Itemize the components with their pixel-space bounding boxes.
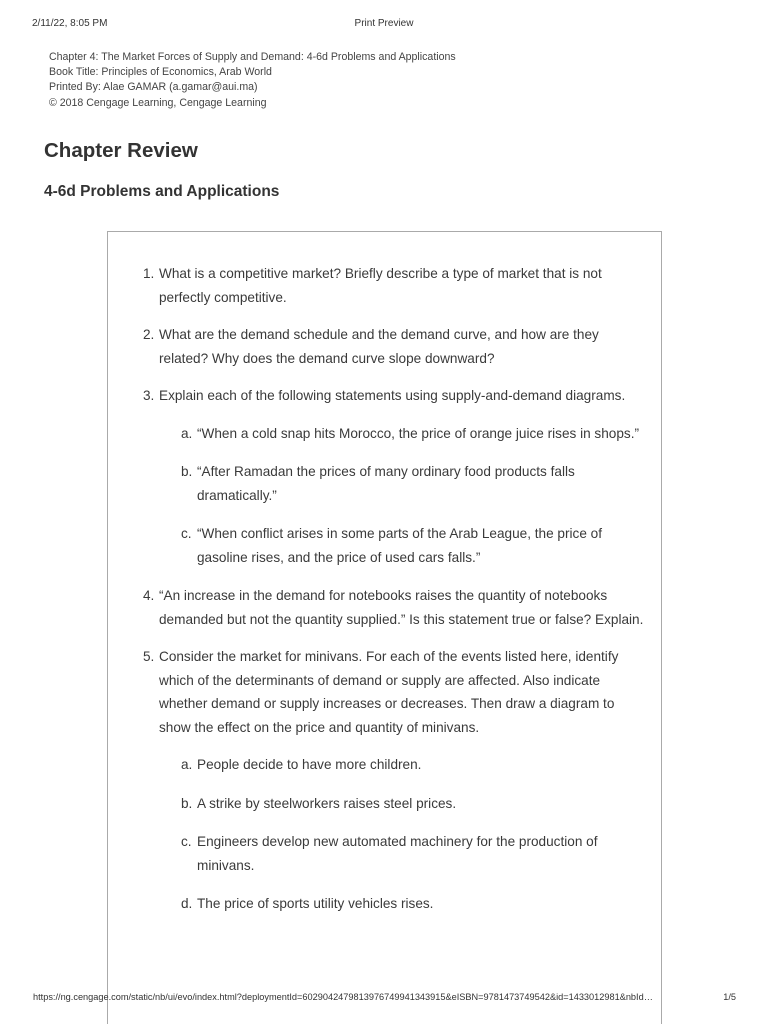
section-heading: 4-6d Problems and Applications	[44, 183, 280, 200]
chapter-line: Chapter 4: The Market Forces of Supply and Demand: 4-6d Problems and Applications	[49, 51, 456, 63]
question-list	[108, 262, 663, 931]
question-number: 5.	[143, 649, 155, 664]
question-text: “An increase in the demand for notebooks raises the quantity of notebooks demanded but not the quantity supplied.” Is this statement true or false? Explain.	[159, 588, 644, 627]
sub-question-letter: c.	[181, 526, 192, 541]
sub-question-list	[159, 753, 649, 916]
sub-question-item	[159, 892, 649, 916]
question-number: 1.	[143, 266, 155, 281]
question-item	[108, 384, 663, 569]
sub-question-letter: a.	[181, 425, 193, 441]
sub-question-letter: d.	[181, 896, 193, 911]
book-title-line: Book Title: Principles of Economics, Arab World	[49, 66, 272, 79]
question-text: Explain each of the following statements using supply-and-demand diagrams.	[159, 388, 626, 403]
printed-by-line: Printed By: Alae GAMAR (a.gamar@aui.ma)	[49, 81, 258, 94]
sub-question-item	[159, 522, 649, 569]
sub-question-item	[159, 460, 649, 507]
sub-question-letter: c.	[181, 834, 192, 849]
question-number: 4.	[143, 588, 155, 603]
footer-page-number: 1/5	[723, 992, 736, 1002]
sub-question-text: “After Ramadan the prices of many ordinary food products falls dramatically.”	[197, 464, 575, 503]
question-number: 3.	[143, 388, 155, 403]
chapter-review-heading: Chapter Review	[44, 139, 198, 162]
question-number: 2.	[143, 327, 155, 342]
sub-question-list	[159, 422, 649, 570]
question-item	[108, 584, 663, 631]
sub-question-item	[159, 830, 649, 877]
print-datetime: 2/11/22, 8:05 PM	[32, 18, 108, 29]
sub-question-text: A strike by steelworkers raises steel prices.	[197, 795, 457, 811]
print-header	[0, 18, 768, 32]
print-preview-title: Print Preview	[354, 18, 414, 29]
question-text: Consider the market for minivans. For each of the events listed here, identify which of the determinants of demand or supply are affected. Also indicate whether demand or supply increases or decreases. Then draw a diagram to show the effect on the price and quantity of minivans.	[159, 649, 619, 735]
sub-question-letter: b.	[181, 464, 193, 479]
question-text: What are the demand schedule and the demand curve, and how are they related? Why does the demand curve slope downward?	[159, 327, 599, 366]
copyright-line: © 2018 Cengage Learning, Cengage Learning	[49, 96, 267, 109]
sub-question-letter: b.	[181, 795, 193, 811]
sub-question-item	[159, 422, 649, 446]
sub-question-item	[159, 753, 649, 777]
sub-question-text: “When conflict arises in some parts of the Arab League, the price of gasoline rises, and the price of used cars falls.”	[197, 526, 603, 565]
sub-question-text: The price of sports utility vehicles rises.	[197, 896, 434, 911]
sub-question-item	[159, 792, 649, 816]
sub-question-text: “When a cold snap hits Morocco, the price of orange juice rises in shops.”	[197, 425, 640, 441]
question-item	[108, 323, 663, 370]
footer-url: https://ng.cengage.com/static/nb/ui/evo/index.html?deploymentId=6029042479813976749941343915&eISBN=9781473749542&id=1433012981&nbId…	[33, 992, 653, 1002]
problems-box	[107, 231, 662, 1024]
sub-question-letter: a.	[181, 757, 193, 772]
sub-question-text: People decide to have more children.	[197, 757, 422, 772]
document-metadata	[49, 50, 456, 111]
question-item	[108, 262, 663, 309]
question-text: What is a competitive market? Briefly describe a type of market that is not perfectly competitive.	[159, 266, 602, 305]
question-item	[108, 645, 663, 916]
sub-question-text: Engineers develop new automated machinery for the production of minivans.	[197, 834, 598, 873]
print-footer	[0, 992, 768, 1006]
